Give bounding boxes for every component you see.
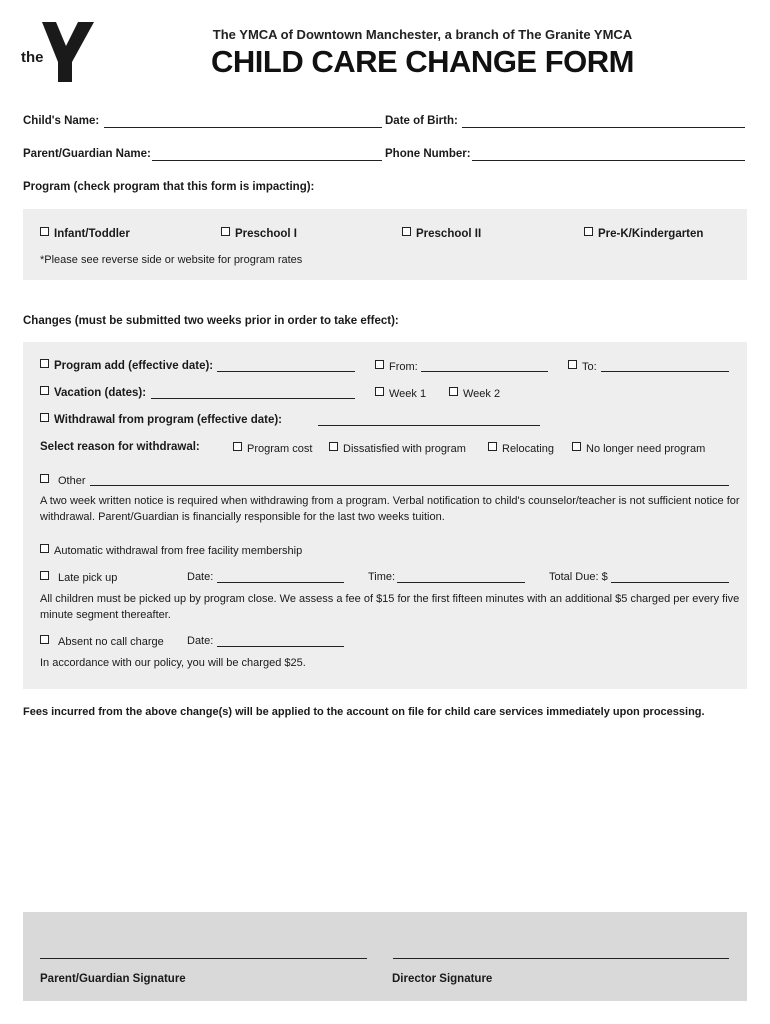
checkbox-icon[interactable] [40, 227, 49, 236]
reason-relocating[interactable]: Relocating [488, 442, 554, 455]
logo-subtext: YMCA [76, 70, 91, 84]
guardian-name-label: Parent/Guardian Name: [23, 148, 151, 160]
program-panel [23, 209, 747, 280]
organization-line: The YMCA of Downtown Manchester, a branch of The Granite YMCA [212, 27, 633, 42]
program-option-pre-k[interactable]: Pre-K/Kindergarten [584, 227, 703, 240]
checkbox-icon[interactable] [40, 474, 49, 483]
reason-program-cost[interactable]: Program cost [233, 442, 312, 455]
dob-field[interactable] [462, 115, 745, 128]
to-option[interactable]: To: [568, 360, 597, 373]
total-due-label: Total Due: $ [549, 571, 608, 583]
checkbox-icon[interactable] [40, 635, 49, 644]
to-date-field[interactable] [601, 359, 729, 372]
late-pickup-date-field[interactable] [217, 570, 344, 583]
program-option-preschool-2[interactable]: Preschool II [402, 227, 481, 240]
late-pickup-option[interactable]: Late pick up [40, 571, 117, 584]
ymca-logo [20, 20, 100, 84]
program-option-preschool-1[interactable]: Preschool I [221, 227, 297, 240]
program-rates-note: *Please see reverse side or website for program rates [40, 254, 303, 266]
withdrawal-notice: A two week written notice is required when withdrawing from a program. Verbal notification to child's counselor/teacher is not sufficient notice for withdrawal. Parent/Guardian is financially responsible for the last two weeks tuition. [40, 495, 740, 523]
reason-dissatisfied[interactable]: Dissatisfied with program [329, 442, 466, 455]
checkbox-icon[interactable] [40, 413, 49, 422]
checkbox-icon[interactable] [329, 442, 338, 451]
vacation-dates-field[interactable] [151, 386, 355, 399]
fees-note: Fees incurred from the above change(s) will be applied to the account on file for child care services immediately upon processing. [23, 706, 705, 718]
withdrawal-date-field[interactable] [318, 413, 540, 426]
checkbox-icon[interactable] [402, 227, 411, 236]
checkbox-icon[interactable] [488, 442, 497, 451]
program-add-date-field[interactable] [217, 359, 355, 372]
withdrawal-option[interactable]: Withdrawal from program (effective date): [40, 413, 282, 426]
auto-withdraw-option[interactable]: Automatic withdrawal from free facility membership [40, 544, 302, 557]
total-due-field[interactable] [611, 570, 729, 583]
from-date-field[interactable] [421, 359, 548, 372]
checkbox-icon[interactable] [572, 442, 581, 451]
checkbox-icon[interactable] [40, 359, 49, 368]
checkbox-icon[interactable] [375, 387, 384, 396]
late-pickup-time-label: Time: [368, 571, 396, 583]
week-1-option[interactable]: Week 1 [375, 387, 426, 400]
director-signature-label: Director Signature [392, 973, 493, 985]
program-add-option[interactable]: Program add (effective date): [40, 359, 213, 372]
phone-field[interactable] [472, 148, 745, 161]
absent-charge-note: In accordance with our policy, you will be charged $25. [40, 657, 306, 669]
ymca-logo-mark [20, 20, 100, 84]
late-pickup-date-label: Date: [187, 571, 214, 583]
withdrawal-reason-label: Select reason for withdrawal: [40, 441, 200, 453]
director-signature-field[interactable] [393, 946, 729, 959]
late-pickup-note: All children must be picked up by program close. We assess a fee of $15 for the first fifteen minutes with an additional $5 charged per every five minute segment thereafter. [40, 593, 740, 621]
week-2-option[interactable]: Week 2 [449, 387, 500, 400]
child-name-field[interactable] [104, 115, 382, 128]
checkbox-icon[interactable] [221, 227, 230, 236]
checkbox-icon[interactable] [584, 227, 593, 236]
phone-label: Phone Number: [385, 148, 471, 160]
changes-heading: Changes (must be submitted two weeks prior in order to take effect): [23, 315, 399, 327]
child-name-label: Child's Name: [23, 115, 100, 127]
parent-signature-label: Parent/Guardian Signature [40, 973, 186, 985]
absent-date-label: Date: [187, 635, 214, 647]
checkbox-icon[interactable] [40, 544, 49, 553]
program-prompt: Program (check program that this form is impacting): [23, 181, 315, 193]
from-option[interactable]: From: [375, 360, 418, 373]
absent-date-field[interactable] [217, 634, 344, 647]
reason-no-longer-need[interactable]: No longer need program [572, 442, 705, 455]
checkbox-icon[interactable] [40, 571, 49, 580]
form-title: CHILD CARE CHANGE FORM [211, 44, 634, 79]
late-pickup-time-field[interactable] [397, 570, 525, 583]
checkbox-icon[interactable] [568, 360, 577, 369]
checkbox-icon[interactable] [449, 387, 458, 396]
program-option-infant-toddler[interactable]: Infant/Toddler [40, 227, 130, 240]
parent-signature-field[interactable] [40, 946, 367, 959]
checkbox-icon[interactable] [233, 442, 242, 451]
guardian-name-field[interactable] [152, 148, 382, 161]
logo-text: the [21, 49, 44, 66]
checkbox-icon[interactable] [40, 386, 49, 395]
vacation-option[interactable]: Vacation (dates): [40, 386, 146, 399]
dob-label: Date of Birth: [385, 115, 458, 127]
other-option[interactable]: Other [40, 474, 86, 487]
absent-charge-option[interactable]: Absent no call charge [40, 635, 164, 648]
checkbox-icon[interactable] [375, 360, 384, 369]
other-reason-field[interactable] [90, 473, 729, 486]
